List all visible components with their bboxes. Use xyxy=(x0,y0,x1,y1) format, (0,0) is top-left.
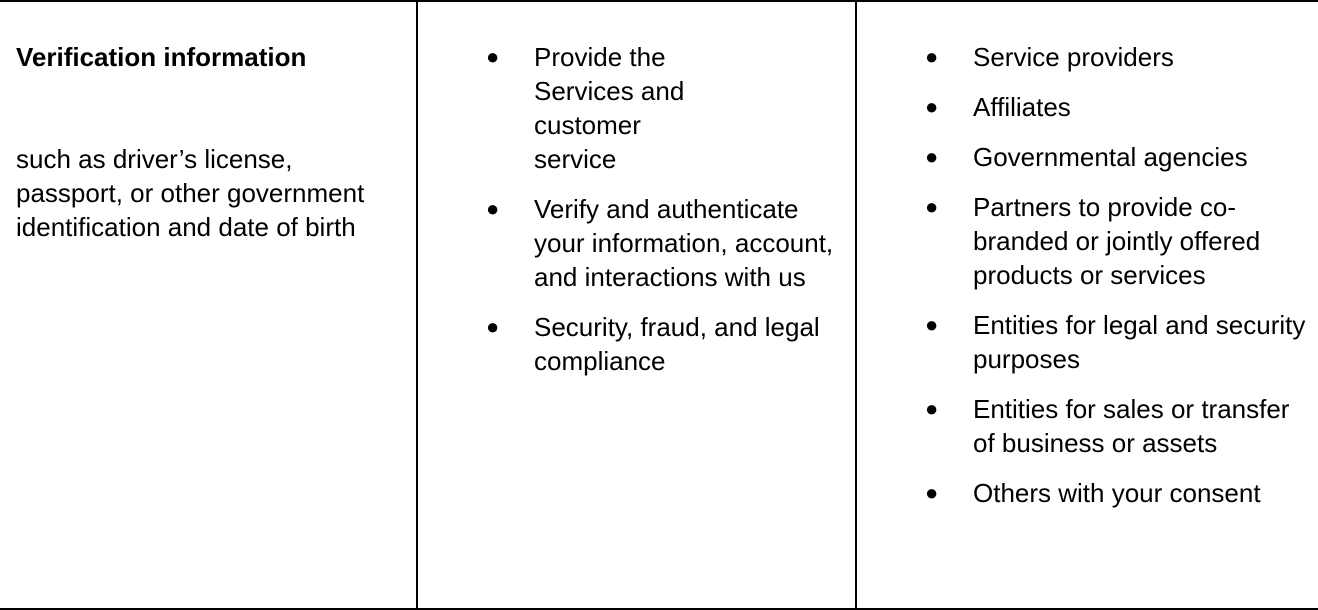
bullet-icon: ● xyxy=(486,196,500,221)
purposes-list xyxy=(418,40,845,378)
category-cell xyxy=(0,2,418,608)
purpose-text: Security, fraud, and legal compliance xyxy=(534,312,820,376)
bullet-icon: ● xyxy=(486,314,500,339)
recipient-text: Partners to provide co-branded or jointly offered products or services xyxy=(973,192,1261,290)
recipient-item xyxy=(857,190,1308,292)
recipient-text: Entities for legal and security purposes xyxy=(973,310,1306,374)
bullet-icon: ● xyxy=(925,94,939,119)
bullet-icon: ● xyxy=(486,44,500,69)
recipient-item xyxy=(857,308,1308,376)
purposes-cell xyxy=(418,2,857,608)
purpose-text: Verify and authenticate your information, account, and interactions with us xyxy=(534,194,834,292)
bullet-icon: ● xyxy=(925,480,939,505)
purpose-item xyxy=(418,40,724,176)
recipient-item xyxy=(857,90,1308,124)
bullet-icon: ● xyxy=(925,44,939,69)
recipient-text: Others with your consent xyxy=(973,478,1261,508)
bullet-icon: ● xyxy=(925,144,939,169)
category-title: Verification information xyxy=(16,42,307,72)
recipient-text: Affiliates xyxy=(973,92,1071,122)
category-description: such as driver’s license, passport, or other government identification and date of birth xyxy=(16,144,365,242)
purpose-text: Provide the Services and customer service xyxy=(534,42,685,174)
purpose-item xyxy=(418,310,845,378)
recipients-cell xyxy=(857,2,1318,608)
bullet-icon: ● xyxy=(925,194,939,219)
purpose-item xyxy=(418,192,845,294)
recipient-item xyxy=(857,140,1308,174)
bullet-icon: ● xyxy=(925,396,939,421)
recipient-item xyxy=(857,392,1308,460)
recipient-text: Entities for sales or transfer of business or assets xyxy=(973,394,1290,458)
recipients-list xyxy=(857,40,1308,510)
recipient-text: Governmental agencies xyxy=(973,142,1248,172)
bullet-icon: ● xyxy=(925,312,939,337)
recipient-item xyxy=(857,40,1308,74)
recipient-item xyxy=(857,476,1308,510)
recipient-text: Service providers xyxy=(973,42,1174,72)
